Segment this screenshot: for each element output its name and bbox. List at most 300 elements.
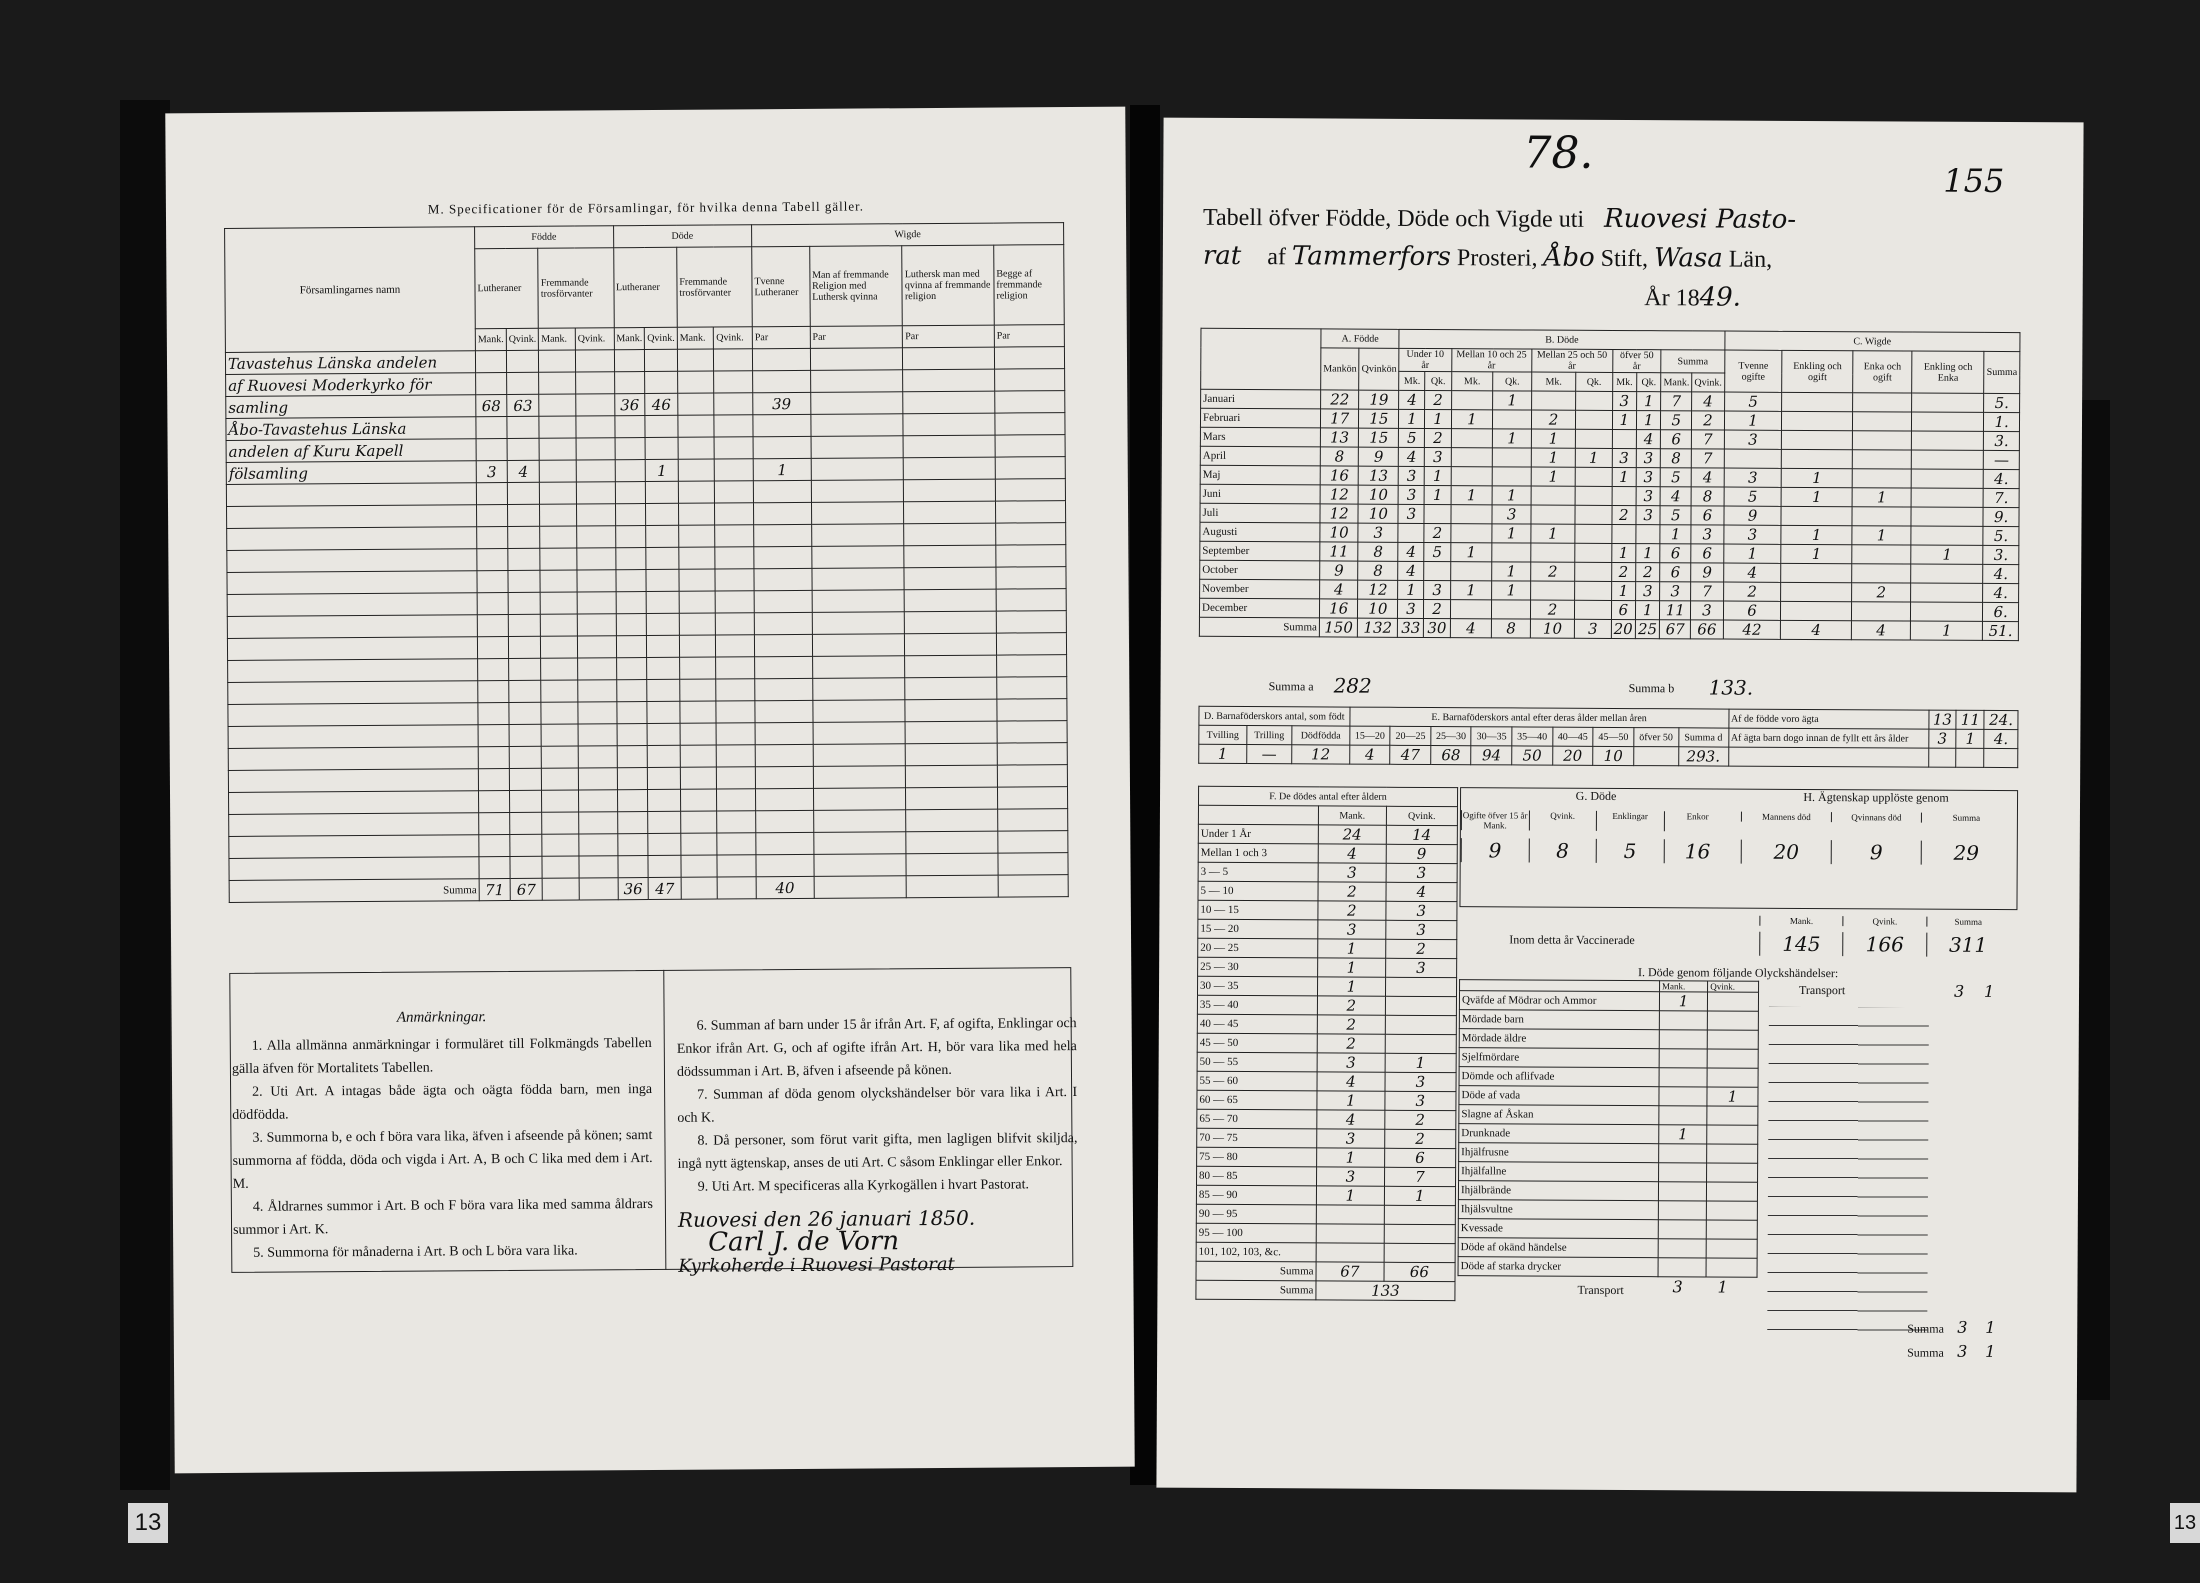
i-row (1458, 1238, 1757, 1259)
i-row (1458, 1219, 1757, 1240)
m-blank-cell (228, 725, 478, 749)
f-row (1196, 1185, 1455, 1205)
m-blank-cell (812, 568, 905, 591)
m-summa-cell (814, 876, 907, 899)
m-summa-cell: 67 (510, 878, 543, 900)
forsamling-name: af Ruovesi Moderkyrko för (226, 373, 476, 397)
col-fodde-luth: Lutheraner (475, 248, 539, 328)
m-blank-cell (508, 658, 541, 680)
abc-summa-cell: 132 (1358, 618, 1398, 637)
i-mank (1658, 1201, 1706, 1220)
m-blank-cell (753, 502, 811, 524)
i-summa2-label: Summa (1907, 1345, 1944, 1360)
hdr-qk: Qk. (1637, 373, 1661, 392)
m-blank-cell (755, 788, 813, 810)
m-blank-cell (576, 504, 615, 526)
m-cell (678, 393, 715, 415)
m-blank-cell (478, 658, 509, 680)
f-qvink (1385, 1015, 1456, 1034)
e-header: 35—40 (1512, 727, 1553, 746)
abc-cell (1575, 524, 1611, 543)
abc-cell: 6 (1691, 506, 1724, 525)
m-cell (576, 460, 615, 482)
m-blank-cell (716, 723, 755, 745)
f-age: 10 — 15 (1198, 900, 1318, 920)
m-cell (614, 350, 645, 372)
abc-cell: 3 (1398, 599, 1424, 618)
month-name: October (1200, 560, 1320, 580)
i-qvink (1707, 1144, 1758, 1163)
f-age: 101, 102, 103, &c. (1196, 1242, 1316, 1262)
hdr-c-summa: Summa (1984, 351, 2020, 393)
i-transport-right-q: 1 (1983, 981, 1995, 1001)
abc-cell: 8 (1661, 449, 1692, 468)
m-blank-cell (753, 480, 811, 502)
i-mank (1658, 1258, 1706, 1277)
abc-cell (1530, 581, 1574, 600)
m-blank-cell (508, 570, 541, 592)
abc-cell (1852, 507, 1911, 526)
m-blank-cell (812, 678, 905, 701)
m-cell (994, 347, 1064, 369)
m-blank-cell (229, 791, 479, 815)
f-age: 30 — 35 (1197, 976, 1317, 996)
m-blank-cell (754, 612, 812, 634)
abc-cell: 2 (1723, 582, 1781, 601)
abc-cell (1912, 412, 1984, 431)
abc-cell: 15 (1359, 428, 1399, 447)
m-cell (903, 391, 995, 414)
m-cell (995, 457, 1065, 479)
m-cell: 3 (476, 460, 507, 482)
hdr-mank: Mank. (677, 327, 714, 349)
m-blank-cell (227, 571, 477, 595)
f-qvink: 3 (1386, 901, 1457, 920)
abc-cell: 3 (1424, 580, 1450, 599)
f-summa2-value: 133 (1316, 1281, 1455, 1301)
i-transport-label-right: Transport (1798, 982, 1846, 998)
abc-cell (1450, 562, 1492, 581)
abc-cell: 1 (1637, 392, 1661, 411)
col-dode: Döde (613, 225, 752, 248)
abc-cell: 2 (1636, 563, 1660, 582)
abc-cell: 6 (1660, 563, 1691, 582)
abc-cell (1531, 486, 1575, 505)
abc-cell: 4. (1983, 564, 2019, 583)
abc-cell (1575, 581, 1611, 600)
m-blank-cell (996, 545, 1066, 567)
m-blank-cell (755, 678, 813, 700)
abc-cell: 3 (1691, 525, 1724, 544)
abc-cell: 4 (1320, 580, 1358, 599)
i-label: Drunknade (1459, 1124, 1659, 1144)
m-blank-cell (577, 526, 616, 548)
abc-cell (1852, 469, 1911, 488)
abc-cell (1782, 430, 1853, 449)
oagta-value: 4. (1984, 729, 2018, 748)
month-name: Mars (1200, 427, 1320, 447)
m-blank-cell (226, 483, 476, 507)
m-blank-cell (477, 592, 508, 614)
m-blank-cell (477, 548, 508, 570)
agta-q: 11 (1956, 710, 1984, 729)
abc-cell: 1 (1492, 562, 1531, 581)
abc-cell: 12 (1358, 580, 1398, 599)
f-qvink (1384, 1224, 1455, 1243)
folio-number-handwritten: 155 (1943, 161, 2005, 201)
i-qvink (1706, 1220, 1757, 1239)
abc-cell: 3 (1425, 447, 1451, 466)
f-row (1198, 900, 1457, 920)
f-age: 15 — 20 (1198, 919, 1318, 939)
m-blank-cell (227, 549, 477, 573)
m-cell (615, 438, 646, 460)
m-blank-cell (997, 743, 1067, 765)
hdr-a-mank: Mankön (1321, 348, 1360, 390)
e-value: 94 (1471, 746, 1512, 765)
m-blank-cell (996, 611, 1066, 633)
f-mank: 4 (1317, 1072, 1385, 1091)
abc-cell: 1 (1398, 580, 1424, 599)
summa-b-label: Summa b (1628, 681, 1675, 696)
m-cell (576, 372, 615, 394)
m-cell (715, 459, 754, 481)
m-specification-table (224, 222, 1069, 903)
m-blank-cell (679, 657, 716, 679)
abc-cell: 3 (1636, 468, 1660, 487)
abc-cell: 1 (1611, 581, 1635, 600)
abc-cell: 4 (1723, 563, 1781, 582)
m-blank-cell (229, 835, 479, 859)
m-blank-cell (479, 834, 510, 856)
f-row (1197, 1014, 1456, 1034)
hdr-qvink: Qvink. (645, 327, 678, 349)
m-section-title: M. Specificationer för de Församlingar, för hvilka denna Tabell gäller. (427, 198, 865, 217)
h-headers (1741, 812, 2011, 823)
sec-b-title: B. Döde (1399, 329, 1724, 350)
abc-summa-cell: 10 (1530, 619, 1574, 638)
title-lan: Län, (1728, 246, 1773, 273)
f-age: 40 — 45 (1197, 1014, 1317, 1034)
abc-cell: 3 (1724, 430, 1782, 449)
m-blank-cell (578, 702, 617, 724)
d-header: Dödfödda (1292, 726, 1350, 745)
m-blank-cell (227, 637, 477, 661)
m-cell: 1 (753, 458, 811, 480)
f-age: 3 — 5 (1198, 862, 1318, 882)
abc-summa-cell: 66 (1691, 620, 1724, 639)
f-qvink (1385, 977, 1456, 996)
abc-cell: 5. (1983, 526, 2019, 545)
abc-cell (1724, 449, 1782, 468)
month-name: Juli (1200, 503, 1320, 523)
m-blank-cell (997, 699, 1067, 721)
m-blank-cell (755, 700, 813, 722)
abc-cell: 1 (1781, 544, 1852, 563)
m-blank-cell (754, 590, 812, 612)
i-row (1459, 1105, 1758, 1126)
m-blank-cell (510, 856, 543, 878)
m-cell (810, 370, 903, 393)
abc-cell: 17 (1320, 409, 1358, 428)
i-row (1459, 1162, 1758, 1183)
m-blank-cell (508, 636, 541, 658)
i-qvink (1706, 1258, 1757, 1277)
h-value: 29 (1921, 841, 2011, 865)
m-cell (539, 416, 576, 438)
m-blank-cell (997, 721, 1067, 743)
m-blank-cell (646, 481, 679, 503)
i-label: Ihjälfallne (1459, 1162, 1659, 1182)
abc-summa-cell: 51. (1983, 621, 2019, 640)
m-blank-cell (616, 658, 647, 680)
i-qvink (1707, 1030, 1758, 1049)
m-cell (645, 437, 678, 459)
abc-cell: 7 (1661, 392, 1692, 411)
sec-h-title: H. Ägtenskap upplöste genom (1803, 789, 1949, 805)
m-blank-cell (811, 502, 904, 525)
abc-cell: 6. (1983, 602, 2019, 621)
i-label: Ihjälsvultne (1458, 1200, 1658, 1220)
m-blank-cell (997, 677, 1067, 699)
abc-cell: 2 (1692, 411, 1725, 430)
month-name: December (1199, 598, 1319, 618)
f-qvink: 1 (1384, 1186, 1455, 1205)
m-blank-cell (579, 856, 618, 878)
f-mank: 2 (1318, 901, 1386, 920)
m-cell: 39 (753, 392, 811, 414)
f-row (1198, 824, 1457, 844)
f-table (1195, 786, 1458, 1301)
m-blank-cell (478, 746, 509, 768)
abc-cell: 1 (1781, 525, 1852, 544)
i-label: Döde af vada (1459, 1086, 1659, 1106)
m-blank-cell (647, 679, 680, 701)
m-blank-cell (541, 614, 578, 636)
abc-cell: 5 (1399, 428, 1425, 447)
sec-e-title: E. Barnaföderskors antal efter deras ålder mellan åren (1350, 707, 1729, 728)
abc-cell: 3 (1636, 487, 1660, 506)
e-header: 45—50 (1593, 727, 1634, 746)
abc-cell: 2 (1530, 600, 1574, 619)
m-blank-cell (578, 790, 617, 812)
abc-cell (1852, 450, 1911, 469)
col-wigde: Wigde (752, 223, 1064, 247)
abc-summa-cell: 25 (1635, 620, 1659, 639)
m-blank-cell (541, 702, 578, 724)
i-summa2-m: 3 (1957, 1341, 1968, 1361)
hdr-b-summa: Summa (1661, 350, 1724, 373)
m-cell (506, 350, 539, 372)
m-blank-cell (715, 525, 754, 547)
abc-table (1199, 328, 2021, 641)
abc-cell: 3 (1724, 468, 1782, 487)
m-cell (811, 458, 904, 481)
m-cell (904, 457, 996, 480)
m-cell (714, 437, 753, 459)
i-mank (1659, 1049, 1707, 1068)
i-qvink (1708, 1011, 1759, 1030)
f-hdr-qvink: Qvink. (1386, 806, 1457, 825)
m-cell (714, 349, 753, 371)
m-blank-cell (228, 681, 478, 705)
m-cell (752, 348, 810, 370)
f-age: 70 — 75 (1197, 1128, 1317, 1148)
abc-cell: 11 (1660, 601, 1691, 620)
f-mank (1316, 1224, 1384, 1243)
abc-cell (1912, 431, 1984, 450)
hdr-mk: Mk. (1451, 372, 1493, 391)
m-blank-cell (995, 479, 1065, 501)
m-blank-cell (579, 834, 618, 856)
m-blank-cell (540, 548, 577, 570)
abc-cell (1576, 391, 1612, 410)
f-age: 5 — 10 (1198, 881, 1318, 901)
g-value: 5 (1596, 839, 1664, 863)
book-spine (1130, 105, 1160, 1485)
abc-cell: 1 (1724, 411, 1782, 430)
m-blank-cell (679, 635, 716, 657)
m-blank-cell (906, 853, 998, 876)
abc-cell: 4 (1691, 468, 1724, 487)
abc-cell: 1 (1531, 467, 1575, 486)
abc-cell: 1 (1531, 448, 1575, 467)
abc-cell: 16 (1320, 466, 1358, 485)
m-blank-cell (577, 636, 616, 658)
vacc-header: Summa (1926, 917, 2009, 927)
m-blank-cell (813, 832, 906, 855)
sec-g-title: G. Döde (1575, 788, 1617, 803)
m-blank-cell (617, 790, 648, 812)
m-blank-cell (646, 591, 679, 613)
i-label: Mördade äldre (1459, 1029, 1659, 1049)
abc-cell (1912, 450, 1984, 469)
agta-m: 13 (1928, 710, 1956, 729)
f-mank: 2 (1317, 1015, 1385, 1034)
m-blank-cell (540, 570, 577, 592)
m-blank-cell (541, 636, 578, 658)
abc-cell: 6 (1661, 430, 1692, 449)
m-blank-cell (716, 657, 755, 679)
vacc-value: 311 (1926, 933, 2009, 957)
f-age: 35 — 40 (1197, 995, 1317, 1015)
m-blank-cell (542, 768, 579, 790)
abc-cell: 2 (1531, 562, 1575, 581)
hdr-enkling-enka: Enkling och Enka (1912, 351, 1984, 393)
abc-summa-cell: 33 (1398, 618, 1424, 637)
m-blank-cell (716, 635, 755, 657)
m-cell (994, 369, 1064, 391)
abc-cell: 4 (1636, 430, 1660, 449)
m-blank-cell (542, 790, 579, 812)
signature-title: Kyrkoherde i Ruovesi Pastorat (678, 1253, 955, 1277)
title-prosteri: Prosteri, (1456, 245, 1538, 272)
m-blank-cell (717, 789, 756, 811)
title-line1: Tabell öfver Födde, Döde och Vigde uti (1203, 204, 1585, 233)
abc-cell: 1 (1531, 524, 1575, 543)
m-blank-cell (478, 724, 509, 746)
m-blank-cell (508, 526, 541, 548)
m-blank-cell (813, 744, 906, 767)
m-cell (677, 349, 714, 371)
f-mank: 1 (1318, 958, 1386, 977)
sec-c-title: C. Wigde (1725, 331, 2020, 352)
m-blank-cell (646, 503, 679, 525)
m-blank-cell (479, 812, 510, 834)
abc-cell (1911, 507, 1983, 526)
abc-cell (1492, 543, 1531, 562)
abc-cell (1424, 504, 1450, 523)
f-row (1197, 1128, 1456, 1148)
m-blank-cell (540, 526, 577, 548)
summa-a-label: Summa a (1268, 679, 1314, 694)
m-blank-cell (509, 746, 542, 768)
e-value: 4 (1349, 745, 1390, 764)
m-blank-cell (615, 548, 646, 570)
m-cell (678, 459, 715, 481)
abc-cell: 5. (1984, 393, 2020, 412)
col-forsamling-name: Församlingarnes namn (225, 227, 476, 353)
i-qvink (1707, 1068, 1758, 1087)
page-title (1203, 198, 2024, 319)
e-header: 25—30 (1431, 727, 1472, 746)
abc-cell: 3 (1691, 601, 1724, 620)
e-value: 20 (1552, 746, 1593, 765)
f-mank: 3 (1317, 1167, 1385, 1186)
h-header: Mannens död (1741, 812, 1831, 822)
m-blank-cell (904, 567, 996, 590)
m-blank-cell (906, 809, 998, 832)
abc-cell: 8 (1691, 487, 1724, 506)
abc-cell: 1 (1450, 581, 1492, 600)
f-row (1198, 938, 1457, 958)
abc-cell (1531, 543, 1575, 562)
m-blank-cell (648, 745, 681, 767)
abc-summa-cell: 3 (1575, 619, 1611, 638)
m-blank-cell (479, 856, 510, 878)
h-header: Qvinnans död (1831, 812, 1921, 822)
h-values (1741, 840, 2011, 865)
oagta-value: 1 (1956, 729, 1984, 748)
m-blank-cell (541, 680, 578, 702)
abc-cell (1450, 524, 1492, 543)
i-transport-row (1457, 1276, 2015, 1307)
m-blank-cell (615, 482, 646, 504)
hdr-25-50: Mellan 25 och 50 år (1532, 349, 1613, 372)
abc-summa-cell: 30 (1424, 618, 1450, 637)
f-qvink: 14 (1386, 825, 1457, 844)
title-diocese: Åbo (1543, 242, 1595, 273)
abc-cell: 1 (1531, 429, 1575, 448)
abc-cell: 16 (1319, 599, 1357, 618)
m-blank-cell (507, 504, 540, 526)
m-cell (903, 369, 995, 392)
f-mank: 1 (1317, 977, 1385, 996)
g-value: 16 (1663, 839, 1731, 863)
m-blank-cell (680, 745, 717, 767)
m-blank-cell (617, 812, 648, 834)
f-hdr-mank: Mank. (1318, 806, 1386, 825)
f-row (1198, 862, 1457, 882)
abc-cell: 9. (1983, 507, 2019, 526)
hdr-tvenne: Tvenne ogifte (1724, 350, 1782, 392)
abc-cell (1781, 506, 1852, 525)
i-mank (1659, 1087, 1707, 1106)
f-row (1197, 1147, 1456, 1167)
f-row (1197, 1166, 1456, 1186)
m-blank-cell (680, 811, 717, 833)
title-stift: Stift, (1600, 245, 1649, 273)
